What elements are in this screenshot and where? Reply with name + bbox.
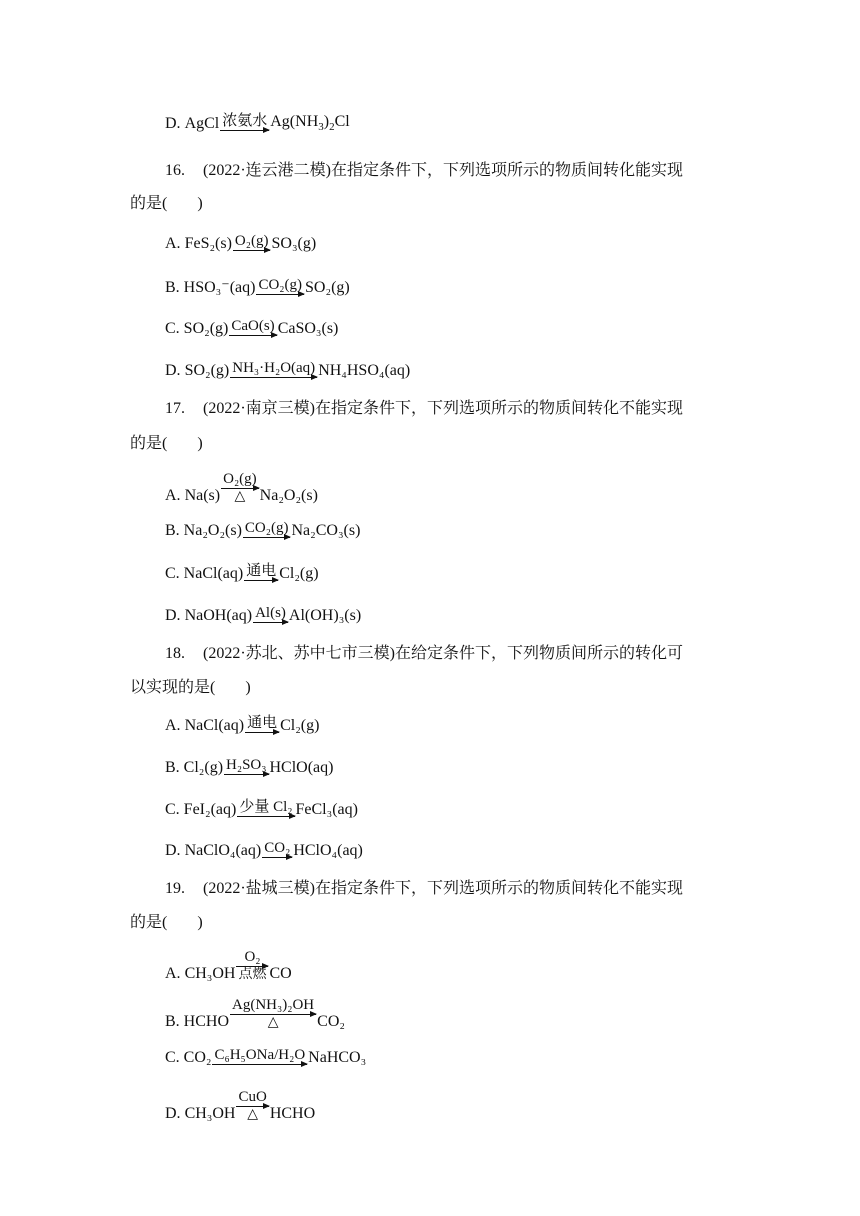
question-source: (2022·盐城三模)	[203, 880, 315, 897]
q16-option-d	[165, 362, 410, 380]
option-letter: B.	[165, 1013, 180, 1030]
arrow-shaft	[256, 294, 304, 295]
option-letter: A.	[165, 965, 181, 982]
product: HClO(aq)	[269, 759, 334, 776]
arrow-shaft	[230, 1014, 316, 1015]
product-part: )	[323, 113, 330, 130]
paren-close: )	[197, 914, 203, 931]
reactant: CO₂	[183, 1049, 212, 1066]
reaction-arrow	[221, 472, 259, 504]
reaction-arrow	[256, 278, 304, 296]
arrow-condition-below: △	[234, 489, 246, 504]
option-letter: C.	[165, 565, 180, 582]
reaction	[185, 842, 363, 860]
paren-close: )	[197, 435, 203, 452]
option-letter: B.	[165, 279, 180, 296]
option-letter: C.	[165, 801, 180, 818]
option-letter: D.	[165, 362, 181, 379]
q19-option-d	[165, 1091, 315, 1123]
question-stem-cont: 以实现的是(	[130, 679, 216, 696]
product-sub: 3	[318, 121, 324, 134]
arrow-condition: CuO	[238, 1089, 267, 1105]
reaction	[184, 565, 319, 583]
reaction-arrow	[230, 998, 316, 1030]
product: Na₂CO₃(s)	[291, 522, 361, 539]
q16-option-b	[165, 277, 350, 297]
arrow-shaft	[220, 130, 269, 131]
reaction-arrow	[236, 950, 268, 982]
arrow-condition: Ag(NH₃)₂OH	[232, 997, 315, 1013]
q16-option-c	[165, 320, 338, 338]
arrow-shaft	[224, 774, 268, 775]
reaction-arrow	[212, 1048, 307, 1066]
q16-stem-continued	[130, 190, 203, 213]
reactant: NaOH(aq)	[184, 607, 253, 624]
reaction	[185, 717, 320, 735]
q16-stem	[165, 157, 683, 180]
arrow-shaft	[230, 377, 317, 378]
reaction-arrow	[244, 564, 278, 582]
option-letter: B.	[165, 522, 180, 539]
reaction	[185, 473, 318, 505]
question-stem-cont: 的是(	[130, 914, 168, 931]
arrow-condition-below: △	[267, 1015, 279, 1030]
arrow-shaft	[233, 250, 271, 251]
reactant: CH₃OH	[184, 965, 236, 982]
q19-option-b	[165, 999, 345, 1031]
reaction	[184, 759, 334, 777]
product: Al(OH)₃(s)	[288, 607, 362, 624]
option-letter: A.	[165, 487, 181, 504]
arrow-condition: NH₃·H₂O(aq)	[232, 360, 316, 376]
arrow-condition: C₆H₅ONa/H₂O	[214, 1047, 306, 1063]
arrow-shaft	[236, 1106, 268, 1107]
q17-option-b	[165, 522, 360, 540]
product-part: Cl	[334, 113, 350, 130]
q18-stem	[165, 640, 683, 663]
product: CO	[269, 965, 292, 982]
product: CO₂	[317, 1013, 345, 1030]
option-letter: D.	[165, 607, 181, 624]
reaction-arrow	[233, 234, 271, 252]
reactant: NaCl(aq)	[184, 717, 245, 734]
question-number: 16.	[165, 162, 185, 179]
reactant: FeS₂(s)	[184, 235, 232, 252]
arrow-shaft	[212, 1064, 307, 1065]
arrow-condition: 浓氨水	[222, 113, 268, 130]
arrow-shaft	[244, 580, 278, 581]
question-stem-cont: 的是(	[130, 435, 168, 452]
arrow-condition: O₂	[244, 949, 261, 965]
product: Na₂O₂(s)	[259, 487, 318, 504]
reaction	[185, 607, 362, 625]
q18-option-a	[165, 717, 319, 735]
question-source: (2022·苏北、苏中七市三模)	[203, 645, 395, 662]
product: HCHO	[269, 1105, 316, 1122]
option-letter: A.	[165, 717, 181, 734]
reactant: NaClO₄(aq)	[184, 842, 262, 859]
q19-option-a	[165, 951, 292, 983]
reaction	[184, 320, 339, 338]
reactant: HCHO	[183, 1013, 230, 1030]
reactant: NaCl(aq)	[183, 565, 244, 582]
question-stem: 在指定条件下，下列选项所示的物质间转化能实现	[331, 162, 684, 179]
reaction	[185, 951, 292, 983]
q19-option-c	[165, 1049, 366, 1067]
question-source: (2022·连云港二模)	[203, 162, 331, 179]
arrow-shaft	[245, 732, 279, 733]
product: SO₃(g)	[271, 235, 317, 252]
arrow-condition: O₂(g)	[223, 471, 257, 487]
product: SO₂(g)	[305, 279, 350, 296]
q18-option-d	[165, 842, 363, 860]
reaction-arrow	[253, 606, 288, 624]
reaction	[184, 1049, 367, 1067]
question-stem: 在指定条件下，下列选项所示的物质间转化不能实现	[315, 400, 684, 417]
arrow-condition-below: △	[247, 1107, 259, 1122]
arrow-condition: 通电	[246, 563, 277, 579]
reaction-arrow	[245, 716, 279, 734]
q17-option-c	[165, 565, 319, 583]
option-letter: D.	[165, 1105, 181, 1122]
q15-option-d	[165, 113, 350, 133]
q17-option-a	[165, 473, 318, 505]
option-letter: C.	[165, 320, 180, 337]
question-source: (2022·南京三模)	[203, 400, 315, 417]
reactant: SO₂(g)	[183, 320, 229, 337]
reaction	[184, 801, 358, 819]
arrow-shaft	[236, 966, 268, 967]
arrow-condition: CO₂(g)	[258, 277, 303, 293]
arrow-condition: H₂SO₃	[226, 757, 267, 773]
q16-option-a	[165, 235, 316, 253]
paren-close: )	[245, 679, 251, 696]
arrow-condition: Al(s)	[255, 605, 286, 621]
reaction	[185, 362, 411, 380]
arrow-condition-below: 点燃	[238, 967, 267, 982]
question-number: 17.	[165, 400, 185, 417]
reaction	[184, 522, 361, 540]
reactant: SO₂(g)	[184, 362, 230, 379]
arrow-condition: CaO(s)	[231, 318, 275, 334]
reaction	[185, 113, 350, 133]
product: NH₄HSO₄(aq)	[318, 362, 411, 379]
option-letter: C.	[165, 1049, 180, 1066]
product: FeCl₃(aq)	[295, 801, 358, 818]
reactant: Na₂O₂(s)	[183, 522, 242, 539]
question-stem: 在给定条件下，下列物质间所示的转化可	[395, 645, 684, 662]
product	[270, 113, 349, 133]
arrow-condition: CO₂	[264, 840, 291, 856]
option-letter: B.	[165, 759, 180, 776]
reactant: FeI₂(aq)	[183, 801, 237, 818]
reactant: Cl₂(g)	[183, 759, 224, 776]
arrow-shaft	[262, 857, 292, 858]
product-sub: 2	[329, 121, 335, 134]
q19-stem	[165, 875, 683, 898]
product: Cl₂(g)	[280, 717, 320, 734]
product: NaHCO₃	[308, 1049, 367, 1066]
arrow-shaft	[237, 816, 294, 817]
arrow-shaft	[253, 622, 288, 623]
arrow-shaft	[229, 335, 276, 336]
reaction-arrow	[229, 319, 276, 337]
reactant: HSO₃⁻(aq)	[183, 279, 256, 296]
q18-option-b	[165, 759, 333, 777]
question-stem: 在指定条件下，下列选项所示的物质间转化不能实现	[315, 880, 684, 897]
reaction-arrow	[243, 521, 291, 539]
reaction-arrow	[236, 1090, 268, 1122]
paren-close: )	[197, 195, 203, 212]
reaction	[185, 1091, 316, 1123]
option-letter: D.	[165, 115, 181, 133]
q17-stem	[165, 395, 683, 418]
reaction-arrow	[224, 758, 268, 776]
arrow-shaft	[221, 488, 259, 489]
q18-stem-continued	[130, 674, 251, 697]
reaction-arrow	[230, 361, 317, 379]
question-stem-cont: 的是(	[130, 195, 168, 212]
reaction-arrow	[220, 114, 269, 132]
reaction-arrow	[237, 800, 294, 818]
reaction	[184, 999, 345, 1031]
arrow-condition: 通电	[247, 715, 278, 731]
reaction	[184, 277, 350, 297]
reactant: Na(s)	[184, 487, 221, 504]
product: Cl₂(g)	[279, 565, 319, 582]
arrow-condition: O₂(g)	[234, 233, 269, 249]
question-number: 19.	[165, 880, 185, 897]
arrow-condition: CO₂(g)	[244, 520, 289, 536]
reaction	[185, 235, 317, 253]
option-letter: A.	[165, 235, 181, 252]
product-part: Ag(NH	[270, 113, 319, 130]
option-letter: D.	[165, 842, 181, 859]
reactant: AgCl	[184, 115, 220, 133]
reactant: CH₃OH	[184, 1105, 236, 1122]
arrow-shaft	[243, 537, 291, 538]
q19-stem-continued	[130, 909, 203, 932]
reaction-arrow	[262, 841, 292, 859]
arrow-condition: 少量 Cl₂	[239, 799, 293, 815]
q18-option-c	[165, 801, 358, 819]
product: HClO₄(aq)	[293, 842, 363, 859]
product: CaSO₃(s)	[277, 320, 339, 337]
question-number: 18.	[165, 645, 185, 662]
q17-option-d	[165, 607, 361, 625]
q17-stem-continued	[130, 430, 203, 453]
